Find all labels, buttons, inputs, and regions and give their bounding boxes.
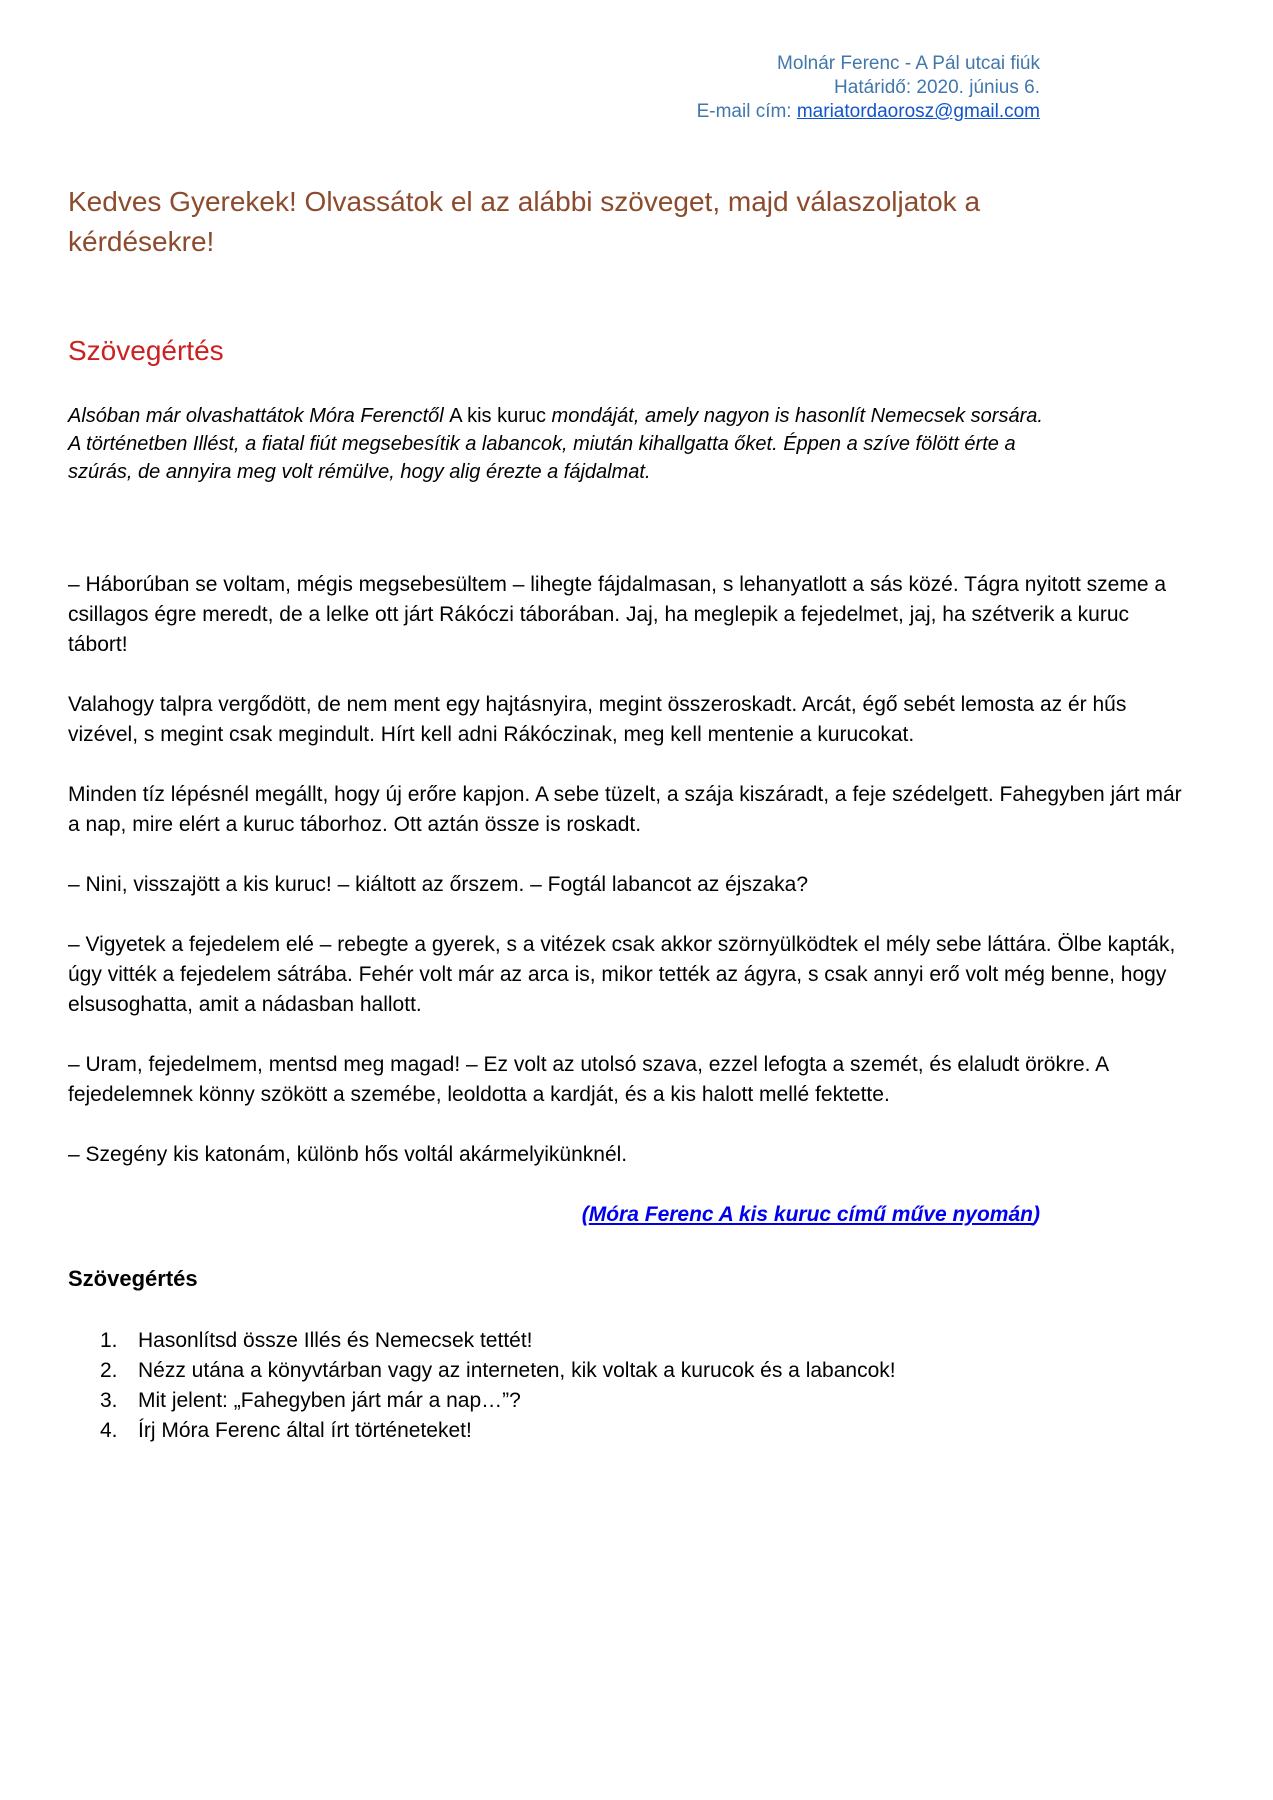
header-email-line bbox=[68, 100, 1040, 124]
question-item bbox=[100, 1386, 1273, 1416]
story-paragraph: Valahogy talpra vergődött, de nem ment egy hajtásnyira, megint összeroskadt. Arcát, égő sebét lemosta az ér hűs vizével, s megint csak megindult. Hírt kell adni Rákóczinak, meg kell mentenie a kurucokat. bbox=[68, 693, 1127, 746]
question-number: 2. bbox=[100, 1359, 118, 1382]
question-number: 4. bbox=[100, 1419, 118, 1442]
email-link[interactable]: mariatordaorosz@gmail.com bbox=[796, 101, 1040, 122]
section-heading-szovegertes: Szövegértés bbox=[68, 335, 224, 366]
source-attribution bbox=[68, 1200, 1040, 1230]
email-label: E-mail cím: bbox=[696, 101, 797, 122]
question-item bbox=[100, 1326, 1273, 1356]
intro-title-a-kis-kuruc: A kis kuruc bbox=[449, 405, 546, 427]
story-paragraph: – Vigyetek a fejedelem elé – rebegte a gyerek, s a vitézek csak akkor szörnyülködtek el mély sebe láttára. Ölbe kapták, úgy vitték a fejedelem sátrába. Fehér volt már az arca is, mikor tették az ágyra, s csak annyi erő volt még benne, hogy elsusoghatta, amit a nádasban hallott. bbox=[68, 933, 1176, 1016]
question-text: Nézz utána a könyvtárban vagy az interneten, kik voltak a kurucok és a labancok! bbox=[138, 1359, 896, 1382]
story-paragraph: Minden tíz lépésnél megállt, hogy új erőre kapjon. A sebe tüzelt, a szája kiszáradt, a feje szédelgett. Fahegyben járt már a nap, mire elért a kuruc táborhoz. Ott aztán össze is roskadt. bbox=[68, 783, 1182, 836]
question-text: Írj Móra Ferenc által írt történeteket! bbox=[138, 1419, 472, 1442]
questions-list bbox=[100, 1326, 1273, 1446]
intro-part1: Alsóban már olvashattátok Móra Ferenctől bbox=[68, 405, 450, 427]
question-text: Mit jelent: „Fahegyben járt már a nap…”? bbox=[138, 1389, 521, 1412]
story-text bbox=[68, 570, 1190, 1170]
question-item bbox=[100, 1356, 1273, 1386]
question-number: 3. bbox=[100, 1389, 118, 1412]
questions-heading: Szövegértés bbox=[68, 1266, 198, 1291]
intro-part3: mondáját, amely nagyon is hasonlít Nemecsek sorsára. A történetben Illést, a fiatal fiút megsebesítik a labancok, miután kihallgatta őket. Éppen a szíve fölött érte a szúrás, de annyira meg volt rémülve, hogy alig érezte a fájdalmat. bbox=[68, 405, 1043, 483]
source-close-paren: ) bbox=[1033, 1203, 1040, 1226]
question-number: 1. bbox=[100, 1329, 118, 1352]
story-paragraph: – Uram, fejedelmem, mentsd meg magad! – Ez volt az utolsó szava, ezzel lefogta a szemét, és elaludt örökre. A fejedelemnek könny szökött a szemébe, leoldotta a kardját, és a kis halott mellé fektette. bbox=[68, 1053, 1109, 1106]
source-open-paren: ( bbox=[581, 1203, 589, 1226]
story-paragraph: – Nini, visszajött a kis kuruc! – kiáltott az őrszem. – Fogtál labancot az éjszaka? bbox=[68, 873, 808, 896]
story-paragraph: – Háborúban se voltam, mégis megsebesültem – lihegte fájdalmasan, s lehanyatlott a sás közé. Tágra nyitott szeme a csillagos égre meredt, de a lelke ott járt Rákóczi táborában. Jaj, ha meglepik a fejedelmet, jaj, ha szétverik a kuruc tábort! bbox=[68, 573, 1167, 656]
intro-paragraph bbox=[68, 402, 1058, 486]
document-header bbox=[68, 0, 1040, 124]
header-title-line: Molnár Ferenc - A Pál utcai fiúk bbox=[777, 53, 1040, 74]
question-item bbox=[100, 1416, 1273, 1446]
header-deadline-line: Határidő: 2020. június 6. bbox=[834, 77, 1040, 98]
greeting-heading: Kedves Gyerekek! Olvassátok el az alábbi szöveget, majd válaszoljatok a kérdésekre! bbox=[68, 186, 981, 257]
question-text: Hasonlítsd össze Illés és Nemecsek tettét! bbox=[138, 1329, 533, 1352]
story-paragraph: – Szegény kis katonám, különb hős voltál akármelyikünknél. bbox=[68, 1143, 628, 1166]
source-link[interactable]: Móra Ferenc A kis kuruc című műve nyomán bbox=[588, 1203, 1033, 1226]
